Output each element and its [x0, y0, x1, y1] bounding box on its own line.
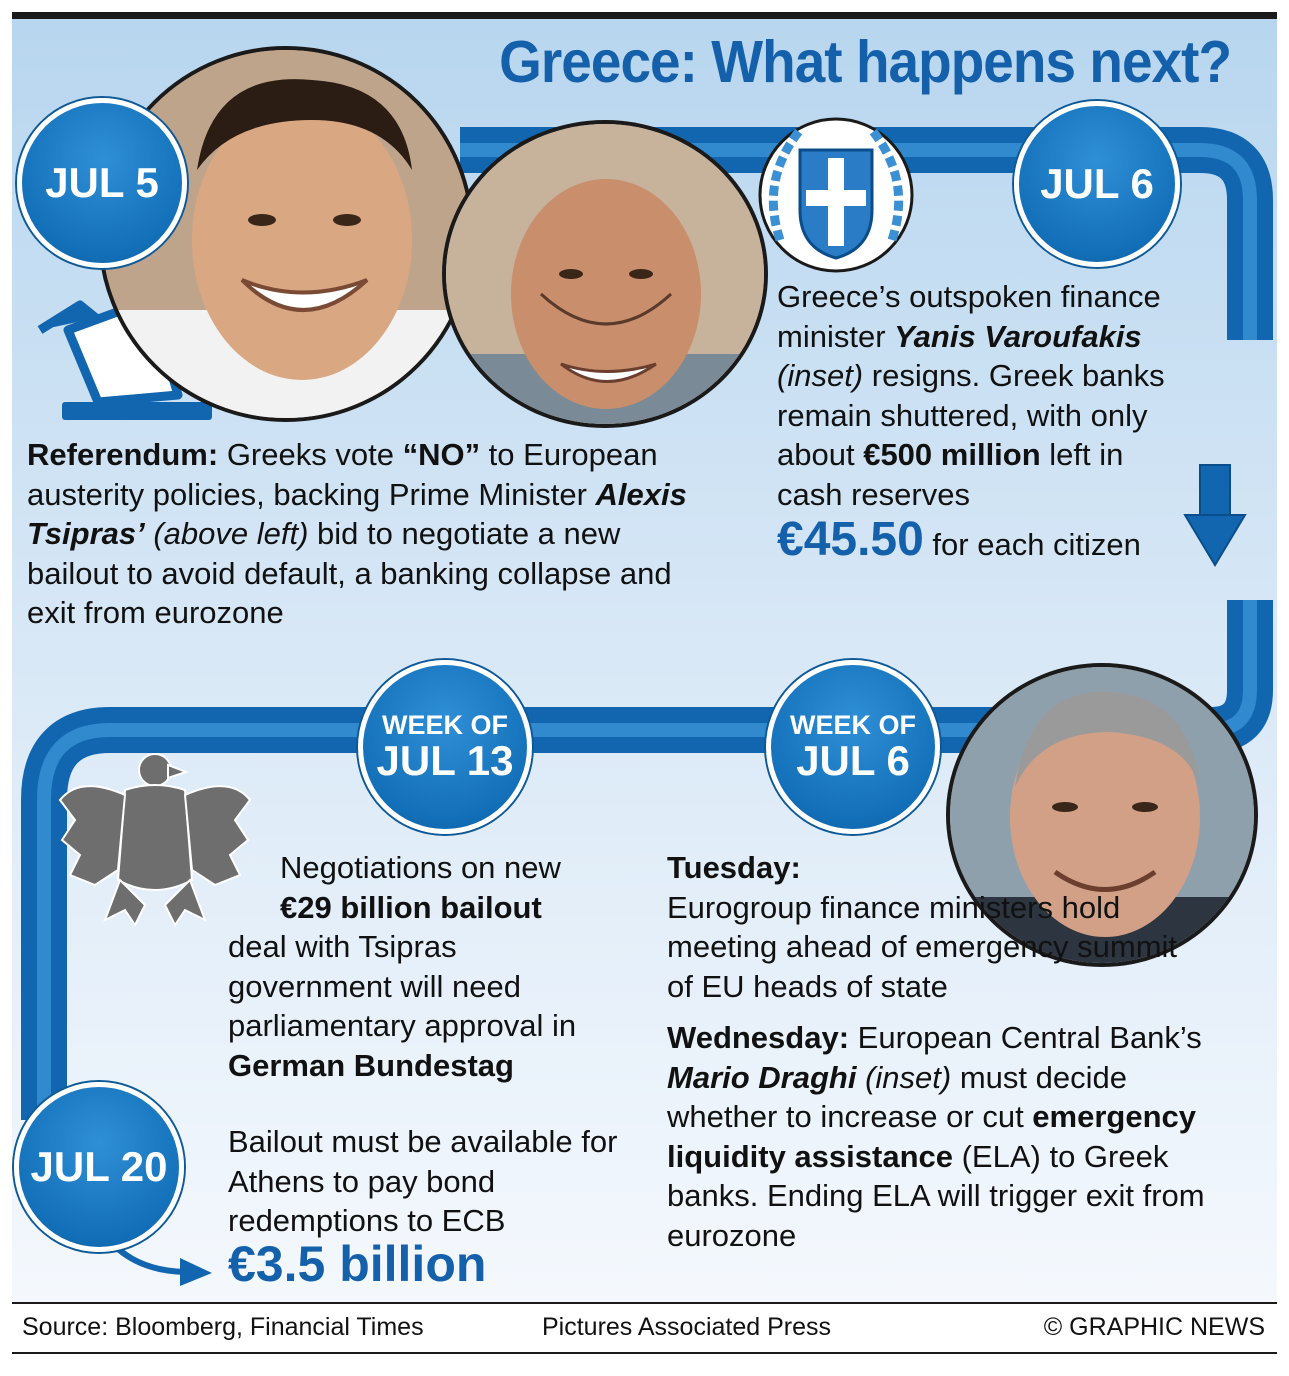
referendum-name: Alexis Tsipras’ [27, 476, 687, 551]
jul-6-t2: resigns. Greek banks remain shuttered, with only about [777, 358, 1165, 472]
referendum-t1: Greeks vote [218, 437, 403, 472]
footer-source: Source: Bloomberg, Financial Times [22, 1313, 424, 1341]
jul-20-body: Bailout must be available for Athens to pay bond redemptions to ECB [228, 1124, 618, 1238]
wednesday-w1: European Central Bank’s [849, 1020, 1202, 1055]
badge-jul-5-label: JUL 5 [45, 158, 159, 206]
footer-credit: © GRAPHIC NEWS [1043, 1313, 1265, 1341]
badge-jul-6-label: JUL 6 [1040, 159, 1154, 207]
jul-20-amount: €3.5 billion [228, 1236, 487, 1292]
per-citizen-amount: €45.50 [777, 513, 924, 566]
greek-coat-of-arms-icon [760, 119, 912, 271]
week-jul-6-text [667, 848, 1227, 1255]
jul-6-name: Yanis Varoufakis [894, 318, 1142, 354]
referendum-label: Referendum: [27, 437, 219, 472]
week-jul-13-t2: deal with Tsipras government will need parliamentary approval in [228, 929, 577, 1043]
referendum-t2: to European austerity policies, backing Prime Minister [27, 437, 658, 512]
per-citizen-line [777, 513, 1177, 566]
referendum-text [27, 435, 717, 633]
jul-6-text [777, 277, 1177, 565]
jul-20-text [228, 1122, 628, 1241]
jul-6-note: (inset) [777, 358, 864, 393]
referendum-no: “NO” [402, 437, 481, 472]
badge-week-of-jul-13-line2: JUL 13 [376, 737, 514, 785]
badge-jul-5 [17, 98, 187, 268]
wednesday-ela: emergency liquidity assistance [667, 1099, 1197, 1174]
per-citizen-text: for each citizen [923, 527, 1141, 562]
page-title: Greece: What happens next? [499, 29, 1231, 95]
tuesday-label: Tuesday: [667, 850, 801, 885]
bundestag-eagle-icon [60, 754, 250, 925]
week-jul-13-amount: €29 billion bailout [280, 889, 542, 925]
badge-jul-20 [14, 1082, 184, 1252]
badge-week-of-jul-13 [358, 660, 532, 834]
wednesday-name: Mario Draghi [667, 1059, 857, 1095]
footer [12, 1302, 1277, 1354]
referendum-t3: bid to negotiate a new bailout to avoid default, a banking collapse and exit from eurozone [27, 516, 672, 630]
tuesday-text: Eurogroup finance ministers hold meeting ahead of emergency summit of EU heads of state [667, 889, 1178, 1004]
jul-6-amount: €500 million [863, 437, 1041, 472]
badge-week-of-jul-6 [766, 660, 940, 834]
photo-yanis-varoufakis [442, 120, 768, 428]
week-jul-13-place: German Bundestag [228, 1047, 514, 1083]
footer-pictures: Pictures Associated Press [542, 1313, 832, 1341]
badge-week-of-jul-13-line1: WEEK OF [382, 709, 508, 740]
week-jul-13-t1: Negotiations on new [280, 850, 561, 885]
badge-week-of-jul-6-line1: WEEK OF [790, 709, 916, 740]
wednesday-label: Wednesday: [667, 1020, 850, 1055]
wednesday-w2: must decide whether to increase or cut [667, 1059, 1127, 1134]
jul-6-t3: left in cash reserves [777, 437, 1124, 512]
wednesday-note: (inset) [856, 1059, 952, 1095]
badge-jul-6 [1014, 101, 1180, 267]
down-arrow-icon [1185, 465, 1245, 565]
jul-6-t1: Greece’s outspoken finance minister [777, 279, 1161, 354]
week-jul-13-text [228, 848, 608, 1085]
badge-week-of-jul-6-line2: JUL 6 [796, 737, 910, 785]
wednesday-w3: (ELA) to Greek banks. Ending ELA will trigger exit from eurozone [667, 1138, 1205, 1253]
referendum-note: (above left) [144, 516, 309, 551]
badge-jul-20-label: JUL 20 [30, 1142, 168, 1190]
